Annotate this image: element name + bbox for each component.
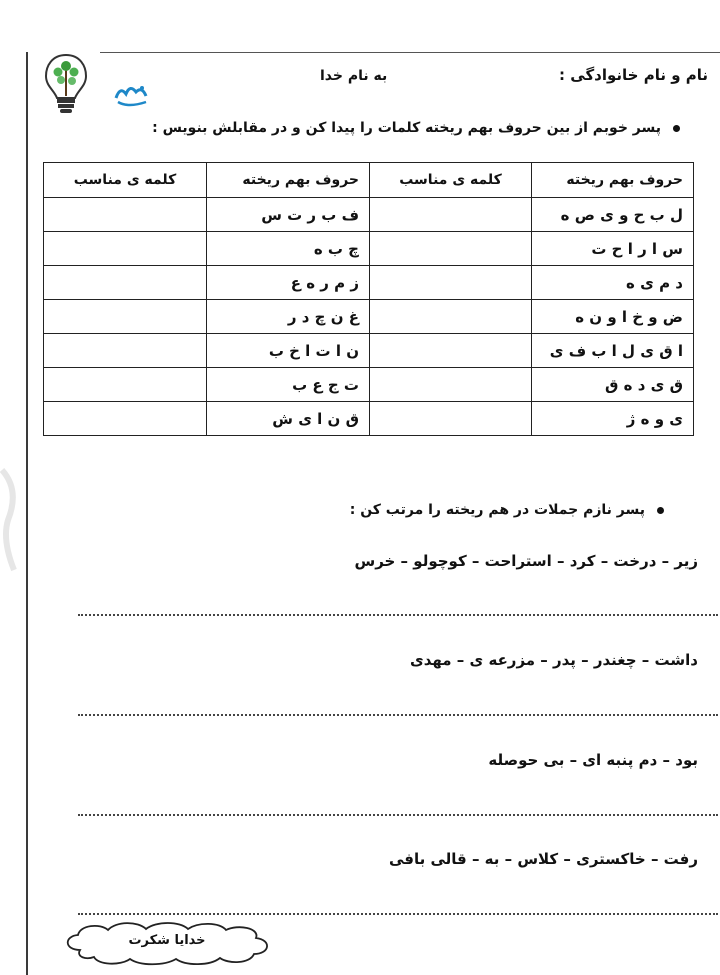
scrambled-sentence-4: رفت – خاکستری – کلاس – به – قالی بافی [388,850,698,868]
column-header: حروف بهم ریخته [532,163,694,198]
scrambled-letters-cell: ن ا ت ا خ ب [207,334,370,368]
exercise1-instruction [152,120,680,136]
table-row [44,232,694,266]
table-row [44,334,694,368]
exercise2-instruction-text: پسر نازم جملات در هم ریخته را مرتب کن : [349,502,645,518]
scrambled-letters-cell: چ ب ه [207,232,370,266]
answer-cell[interactable] [370,334,532,368]
table-row [44,198,694,232]
answer-cell[interactable] [370,300,532,334]
scrambled-letters-cell: س ا ر ا ح ت [532,232,694,266]
table-row [44,368,694,402]
table-header-row [44,163,694,198]
scrambled-letters-cell: ق ن ا ی ش [207,402,370,436]
exercise2-instruction [350,502,664,518]
scrambled-letters-cell: ی و ه ژ [532,402,694,436]
scrambled-letters-cell: ق ی د ه ق [532,368,694,402]
answer-cell[interactable] [44,334,207,368]
scrambled-letters-cell: ز م ر ه ع [207,266,370,300]
bullet-icon [657,507,664,514]
answer-cell[interactable] [370,198,532,232]
scrambled-sentence-1: زیر – درخت – کرد – استراحت – کوچولو – خرس [354,552,698,570]
scrambled-letters-cell: ل ب ح و ی ص ه [532,198,694,232]
table-row [44,300,694,334]
answer-cell[interactable] [44,300,207,334]
answer-cell[interactable] [370,368,532,402]
student-name-label: نام و نام خانوادگی : [559,66,708,84]
scrambled-letters-cell: ض و خ ا و ن ه [532,300,694,334]
answer-cell[interactable] [44,266,207,300]
answer-cell[interactable] [44,198,207,232]
scrambled-letters-table [43,162,694,436]
bullet-icon [673,125,680,132]
scrambled-letters-cell: د م ی ه [532,266,694,300]
answer-cell[interactable] [370,402,532,436]
answer-line-2[interactable] [78,714,718,716]
column-header: حروف بهم ریخته [207,163,370,198]
answer-cell[interactable] [44,232,207,266]
table-row [44,266,694,300]
scrambled-letters-cell: ت ج ع ب [207,368,370,402]
page-title: به نام خدا [320,68,388,84]
column-header: کلمه ی مناسب [370,163,532,198]
answer-cell[interactable] [370,266,532,300]
school-logo [112,80,152,110]
answer-line-1[interactable] [78,614,718,616]
faint-background-mark [0,460,30,580]
answer-cell[interactable] [44,402,207,436]
scrambled-sentence-3: بود – دم پنبه ای – بی حوصله [488,751,698,769]
exercise1-instruction-text: پسر خوبم از بین حروف بهم ریخته کلمات را پیدا کن و در مقابلش بنویس : [152,120,661,136]
scrambled-letters-cell: غ ن چ د ر [207,300,370,334]
answer-line-3[interactable] [78,814,718,816]
answer-cell[interactable] [44,368,207,402]
column-header: کلمه ی مناسب [44,163,207,198]
table-row [44,402,694,436]
scrambled-sentence-2: داشت – چغندر – پدر – مزرعه ی – مهدی [409,651,698,669]
closing-text: خدایا شکرت [128,933,206,948]
answer-line-4[interactable] [78,913,718,915]
lightbulb-tree-icon [42,52,90,118]
scrambled-letters-cell: ف ب ر ت س [207,198,370,232]
answer-cell[interactable] [370,232,532,266]
page-top-border [100,52,720,53]
scrambled-letters-cell: ا ق ی ل ا ب ف ی [532,334,694,368]
